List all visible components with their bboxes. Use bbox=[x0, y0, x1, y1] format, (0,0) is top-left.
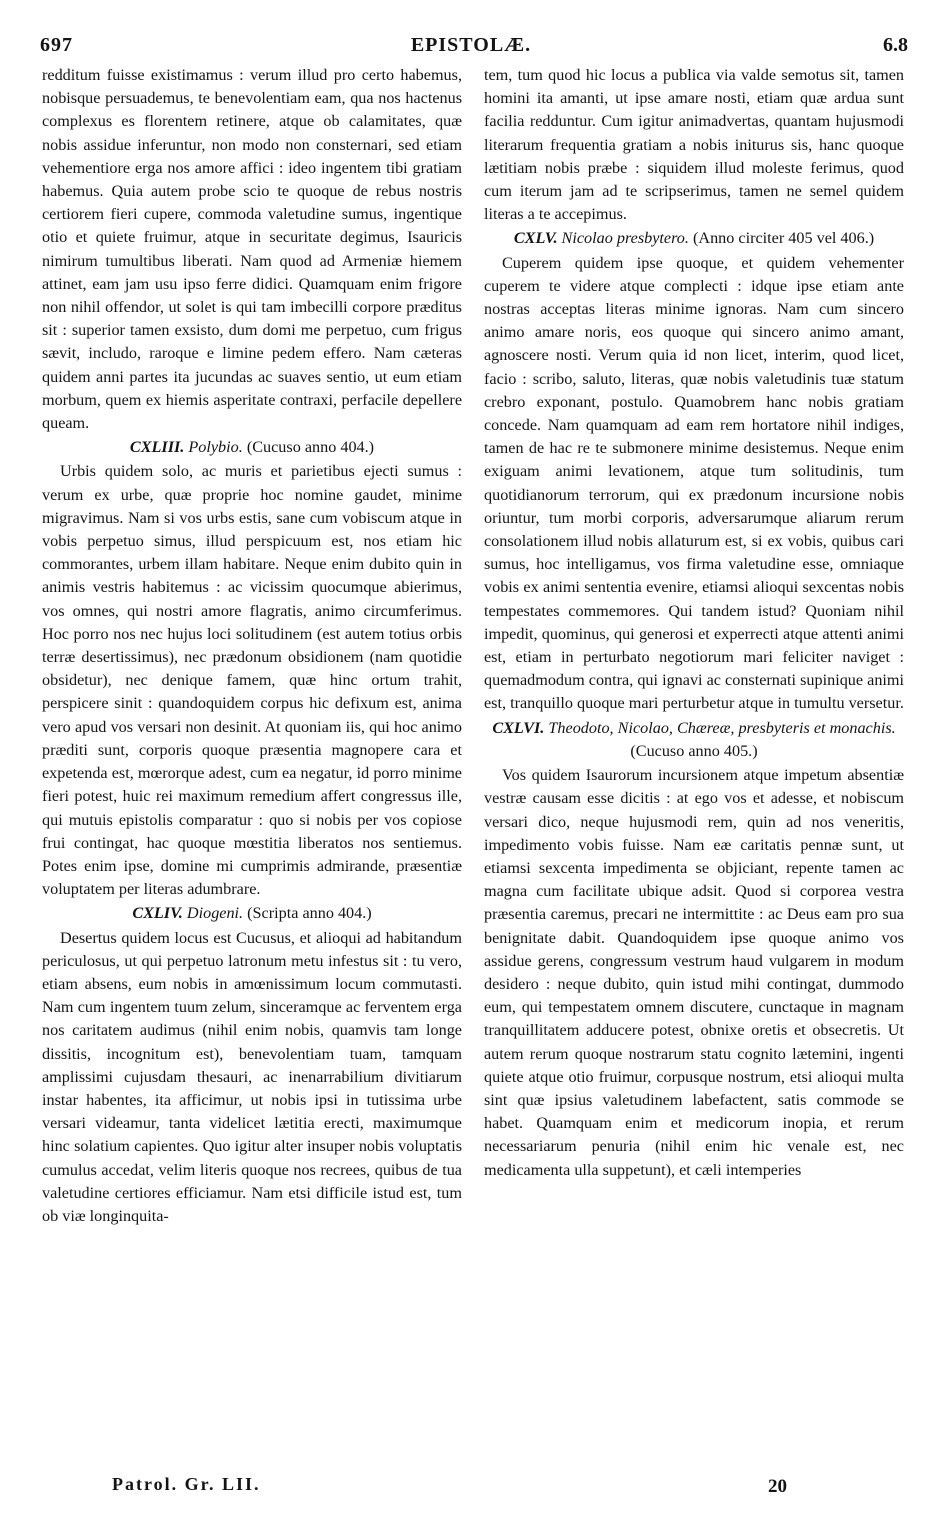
left-column bbox=[42, 64, 462, 1228]
letter-number: CXLVI. bbox=[492, 718, 545, 737]
letter-heading-143 bbox=[42, 436, 462, 459]
letter-heading-144 bbox=[42, 902, 462, 925]
letter-date: (Cucuso anno 405.) bbox=[630, 741, 758, 760]
letter-number: CXLIV. bbox=[132, 904, 183, 923]
letter-addressee: Theodoto, Nicolao, Chæreæ, presbyteris et monachis. bbox=[548, 718, 896, 737]
letter-body-145: Cuperem quidem ipse quoque, et quidem vehementer cuperem te videre atque complecti : idque ipse etiam ante nostras acceptas literas minime ignoras. Nam cum sincero animo amare noris, eos quoque qui sincero animo amant, agnoscere nosti. Verum quia id non licet, interim, quod licet, facio : scribo, saluto, literas, quæ nobis valetudinis tuæ statum crebro exponant, postulo. Quamobrem hanc nobis gratiam concede. Nam quamquam ad eam rem hortatore nihil indiges, tamen de hac re te submonere minime desistemus. Neque enim exiguam animi levationem, atque tum solitudinis, tum quotidianorum terrorum, qui ex prædonum incursione nobis oriuntur, tum morbi corporis, adversarumque aliarum rerum consolationem illud nobis allaturum est, si ex vobis, quibus cari sumus, hoc intelligamus, vos firma valetudine esse, omniaque vobis ex animi sententia evenire, etiamsi alioqui sexcentas nobis tempestates commemores. Qui tandem istud? Quoniam nihil impedit, quominus, qui generosi et experrecti atque attenti animi est, etiam in perturbato negotiorum mari feliciter naviget : quemadmodum contra, qui ignavi ac consternati supinique animi est, tranquillo quoque mari perturbetur atque in tumultu versetur. bbox=[484, 253, 904, 713]
continued-letter-text: tem, tum quod hic locus a publica via valde semotus sit, tamen homini ita amanti, ut ipse amare nosti, etiam quæ ardua sunt facilia redduntur. Cum igitur animadvertas, quantam hujusmodi literarum frequentia gratiam a nobis initurus sis, hanc quoque lætitiam nobis præbe : siquidem illud moleste ferimus, quod cum iterum jam ad te scripserimus, tamen ne semel quidem literas a te accepimus. bbox=[484, 66, 904, 224]
running-header bbox=[0, 34, 942, 60]
footer-source: Patrol. Gr. LII. bbox=[112, 1474, 261, 1494]
continued-letter-text: redditum fuisse existimamus : verum illud pro certo habemus, nobisque persuademus, te benevolentiam eam, qua nos hactenus complexus es florentem retinere, atque ob calamitates, quæ nobis assidue inferuntur, non modo non consternari, sed etiam vehementiore erga nos amore affici : ideo ingentem tibi gratiam habemus. Quia autem probe scio te quoque de rebus nostris certiorem fieri cupere, commoda valetudine sumus, ingentique otio et quiete fruimur, atque in securitate degimus, Isauricis nimirum tumultibus liberati. Nam quod ad Armeniæ hiemem attinet, eam jam usu ipso ferre didici. Quamquam enim frigore non nihil offendor, ut solet is qui tam imbecilli corpore præditus sit : superior tamen exsisto, dum domi me perpetuo, cum frigus sævit, includo, raroque e limine pedem effero. Nam cæteras quidem anni partes ita jucundas ac suaves sentio, ut eum etiam morbum, quem ex hiemis asperitate contraxi, perfacile depellere queam. bbox=[42, 66, 462, 433]
letter-heading-145 bbox=[484, 227, 904, 250]
letter-date: (Cucuso anno 404.) bbox=[246, 438, 375, 457]
page-number-left: 697 bbox=[40, 34, 73, 56]
letter-body-144: Desertus quidem locus est Cucusus, et alioqui ad habitandum periculosus, ut qui perpetuo latronum metu infestus sit : tu vero, etiam absens, eum nobis in amœnissimum locum commutasti. Nam cum ingentem tuum zelum, sinceramque ac ferventem erga nos caritatem audimus (nihil enim nobis, quamvis tam longe dissitis, incognitum est), benevolentiam tuam, tamquam amplissimi cujusdam thesauri, ac inenarrabilium divitiarum instar habentes, ita afficimur, ut nobis ipsi in tutissima urbe versari videamur, tanta videlicet lætitia erecti, maximumque hinc solatium capientes. Quo igitur alter insuper nobis voluptatis cumulus accedat, velim literis quoque nos recrees, quibus de tua valetudine certiores efficiamur. Nam etsi difficile istud est, tum ob viæ longinquita- bbox=[42, 928, 462, 1225]
letter-addressee: Diogeni. bbox=[186, 904, 244, 923]
letter-addressee: Nicolao presbytero. bbox=[561, 229, 689, 248]
letter-addressee: Polybio. bbox=[188, 438, 243, 457]
letter-date: (Anno circiter 405 vel 406.) bbox=[692, 229, 875, 248]
letter-number: CXLV. bbox=[513, 229, 558, 248]
right-column bbox=[484, 64, 904, 1182]
letter-body-146: Vos quidem Isaurorum incursionem atque impetum absentiæ vestræ causam esse dicitis : at ego vos et adesse, et nobiscum versari dico, neque hujusmodi rem, quin ad nos veneritis, impedimento vobis fuisse. Nam eæ caritatis pennæ sunt, ut etiamsi sexcenta impedimenta se objiciant, repente tamen ac magna cum facilitate ubique adsit. Quod si corporea vestra præsentia caremus, precari ne intermittite : ac Deus eam pro sua benignitate dabit. Quandoquidem ipse quoque animo vos assidue gerens, congressum vestrum haud vulgarem in modum desidero : neque dubito, quin istud mihi contingat, dummodo eum, qui tempestatem omnem discutere, cunctaque in magnam tranquillitatem adducere potest, obnixe oretis et obsecretis. Ut autem rerum quoque nostrarum statu cognito lætemini, ingenti quiete atque otio fruimur, corpusque nostrum, etsi alioqui multa sint quæ ipsius valetudinem labefactent, satis commode se habet. Quamquam enim et medicorum inopia, et rerum necessariarum penuria (nihil enim hic venale est, nec medicamenta ulla suppetunt), et cæli intemperies bbox=[484, 766, 904, 1179]
page-number-right: 6.8 bbox=[883, 34, 908, 56]
letter-heading-146 bbox=[484, 717, 904, 763]
letter-number: CXLIII. bbox=[129, 438, 185, 457]
running-title: EPISTOLÆ. bbox=[410, 34, 532, 56]
letter-body-143: Urbis quidem solo, ac muris et parietibus ejecti sumus : verum ex urbe, quæ proprie hoc nomine gaudet, minime migravimus. Nam si vos urbs estis, sane cum vobiscum atque in vobis perpetuo simus, illud perspicuum est, nos etiam hic commorantes, urbem illam habitare. Neque enim dubito quin in animis vestris habitemus : ac vicissim quocumque abierimus, vos omnes, qui nostri amore flagratis, animo circumferimus. Hoc porro nos nec hujus loci solitudinem (est autem totius orbis terræ desertissimus), nec prædonum obsidionem (nam quotidie obsidetur), nec denique famem, quæ hinc ortum trahit, perspicere sinit : quandoquidem corpus hic defixum est, anima vero apud vos versari non desinit. At quoniam iis, qui hoc animo præditi sunt, corporis quoque præsentia magnopere cara et expetenda est, mœrorque adest, cum ea negatur, id porro minime fieri potest, huic rei maximum remedium affert congressus ille, qui mutuis epistolis comparatur : quo si nobis per vos copiose frui contingat, hac quoque mœstitia liberatos nos sentiemus. Potes enim ipse, domine mi cumprimis admirande, præsentiæ voluptatem per literas adumbrare. bbox=[42, 462, 462, 899]
letter-date: (Scripta anno 404.) bbox=[247, 904, 372, 923]
footer-signature: 20 bbox=[768, 1476, 787, 1497]
